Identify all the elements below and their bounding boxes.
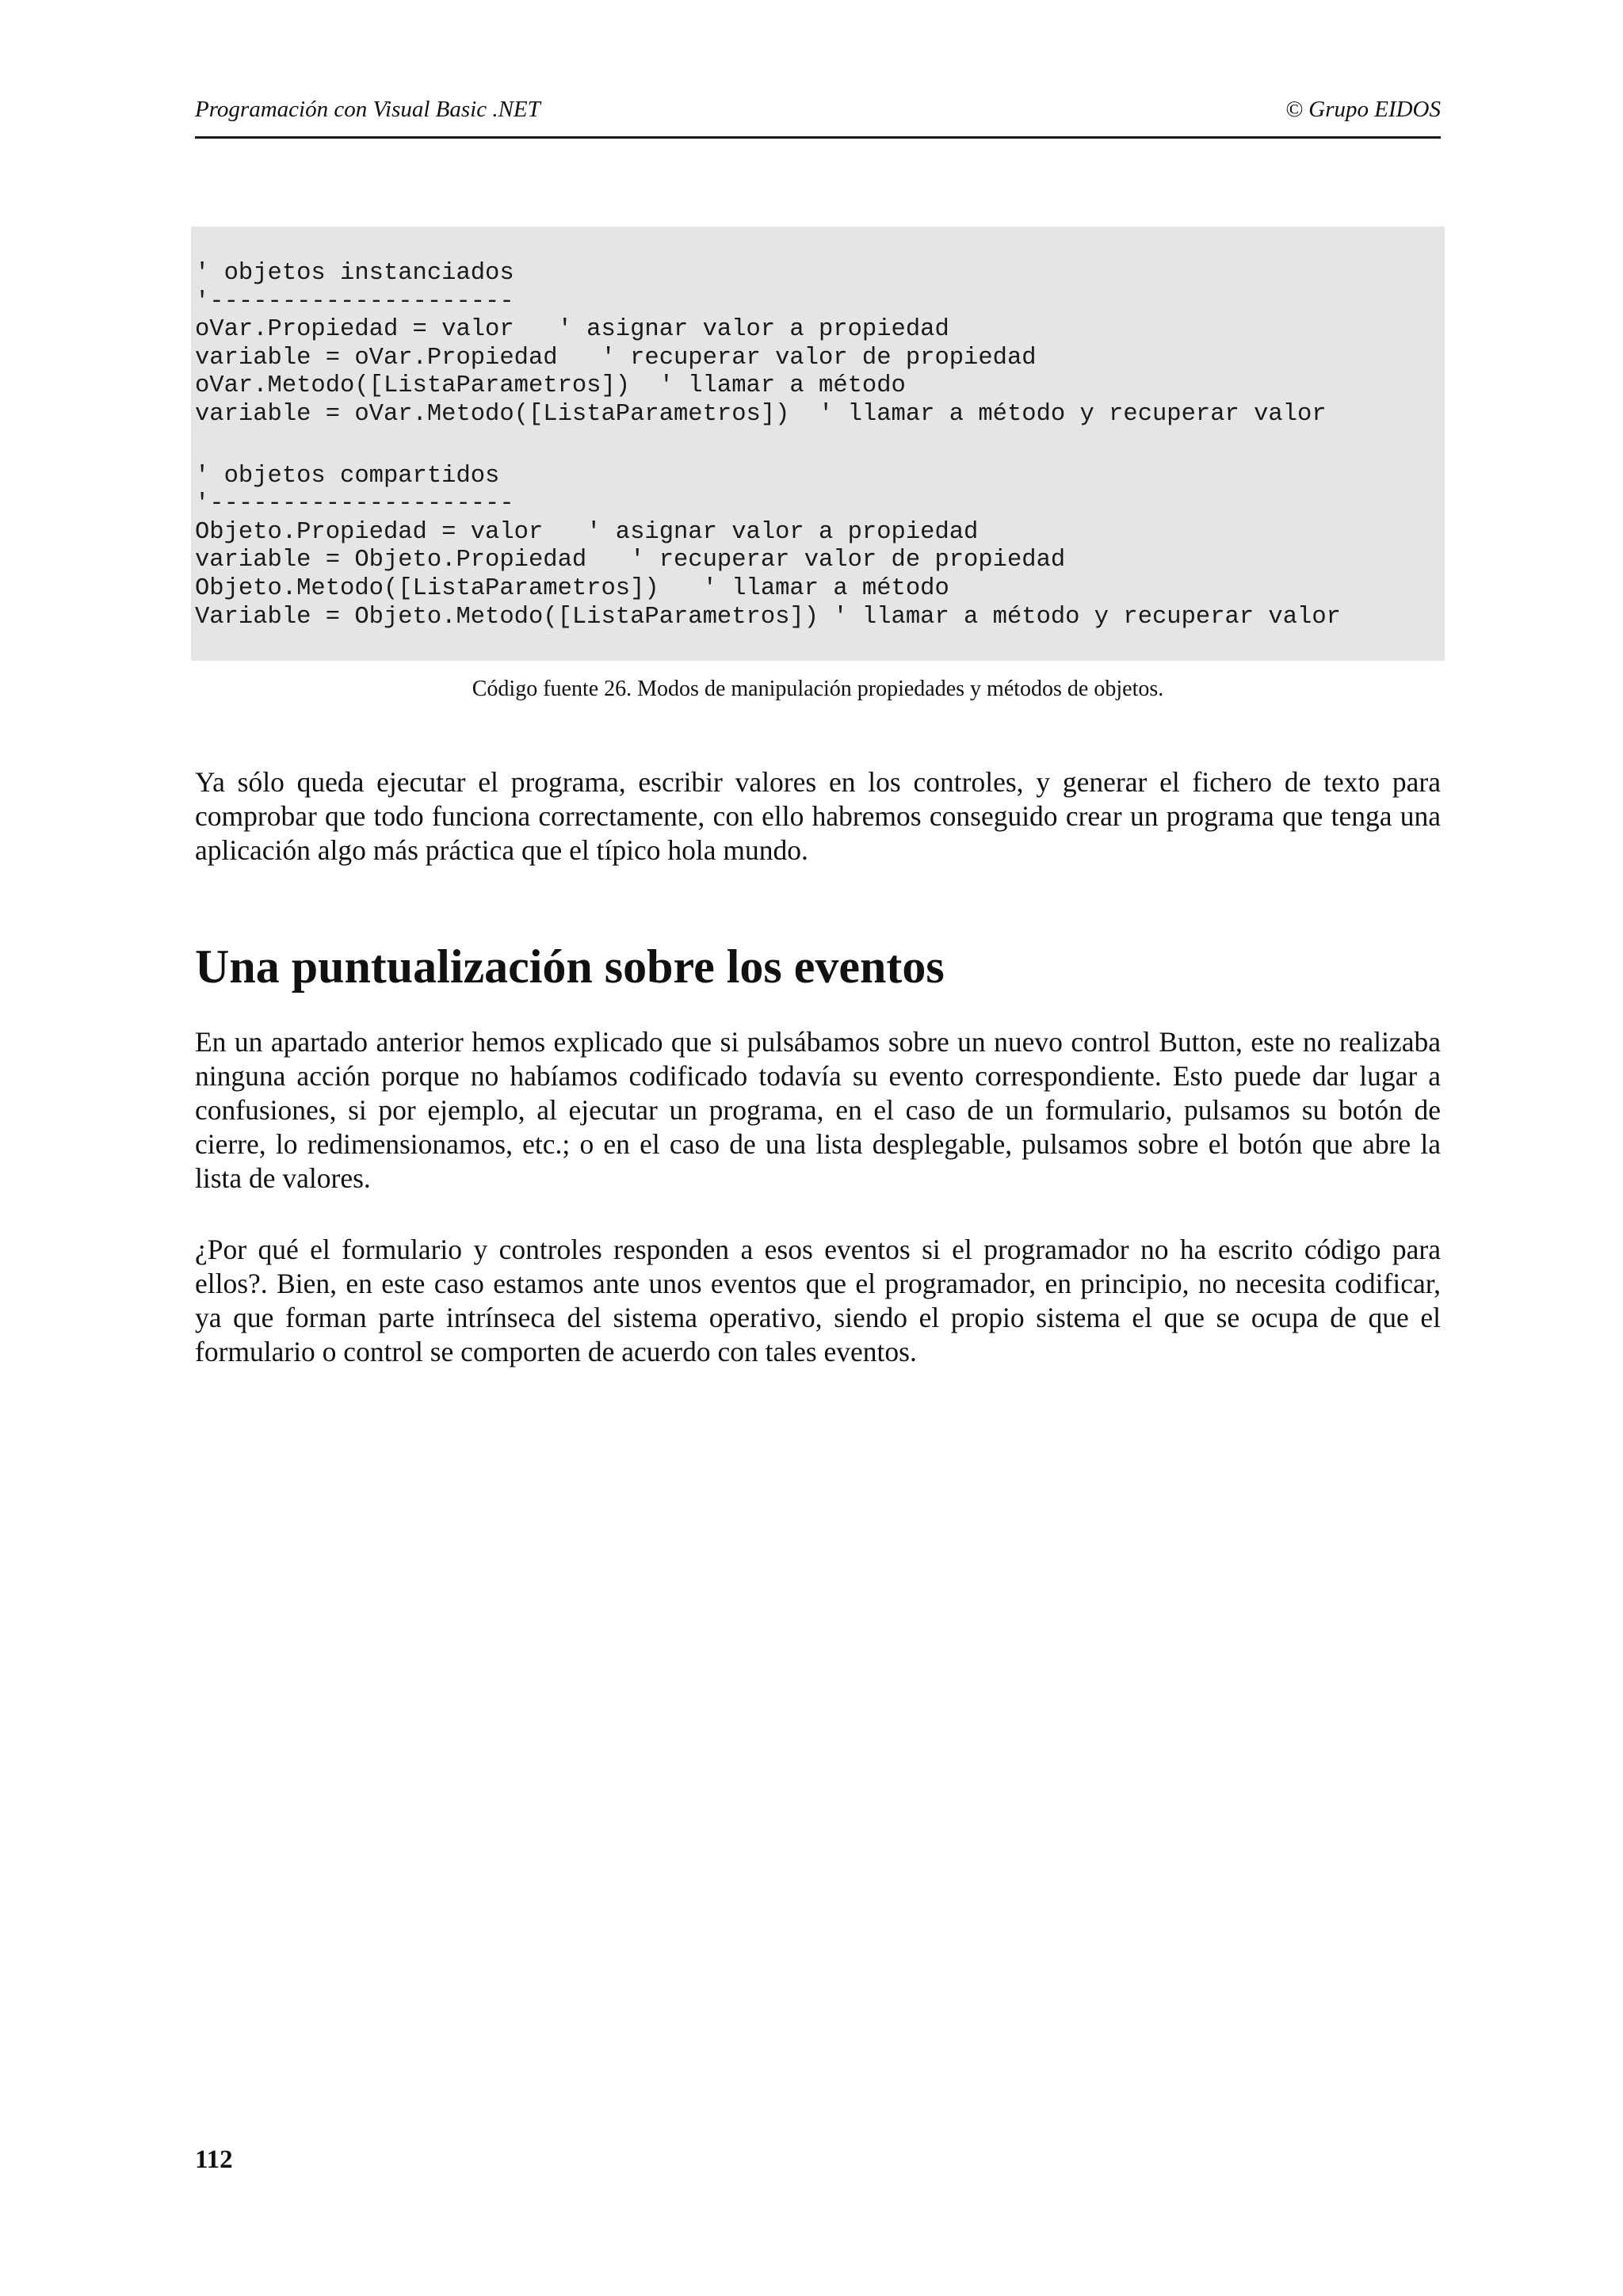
paragraph-system-events: ¿Por qué el formulario y controles responden a esos eventos si el programador no ha escrito código para ellos?. Bien, en este caso estamos ante unos eventos que el programador, en principio, no necesita codificar, ya que forman parte intrínseca del sistema operativo, siendo el propio sistema el que se ocupa de que el formulario o control se comporten de acuerdo con tales eventos. [195, 1234, 1441, 1367]
code-line: ' objetos instanciados [195, 260, 514, 287]
page-number: 112 [195, 2145, 233, 2174]
code-group-instanced [195, 260, 1445, 429]
paragraph-button-events: En un apartado anterior hemos explicado que si pulsábamos sobre un nuevo control Button, este no realizaba ninguna acción porque no habíamos codificado todavía su evento correspondiente. Esto puede dar lugar a confusiones, si por ejemplo, al ejecutar un programa, en el caso de un formulario, pulsamos su botón de cierre, lo redimensionamos, etc.; o en el caso de una lista desplegable, pulsamos sobre el botón que abre la lista de valores. [195, 1026, 1441, 1194]
code-line: Variable = Objeto.Metodo([ListaParametros]) ' llamar a método y recuperar valor [195, 603, 1341, 631]
code-listing [191, 227, 1445, 661]
code-line: '--------------------- [195, 288, 514, 315]
code-line: variable = oVar.Metodo([ListaParametros]) ' llamar a método y recuperar valor [195, 400, 1327, 428]
code-line: ' objetos compartidos [195, 462, 500, 490]
code-line: Objeto.Metodo([ListaParametros]) ' llamar a método [195, 574, 949, 602]
code-line: variable = Objeto.Propiedad ' recuperar valor de propiedad [195, 547, 1066, 574]
code-line: variable = oVar.Propiedad ' recuperar valor de propiedad [195, 344, 1037, 372]
code-line: Objeto.Propiedad = valor ' asignar valor a propiedad [195, 518, 979, 546]
page-header [195, 97, 1441, 139]
paragraph-run-program: Ya sólo queda ejecutar el programa, escribir valores en los controles, y generar el fichero de texto para comprobar que todo funciona correctamente, con ello habremos conseguido crear un programa que tenga una aplicación algo más práctica que el típico hola mundo. [195, 766, 1441, 866]
code-caption: Código fuente 26. Modos de manipulación propiedades y métodos de objetos. [472, 677, 1164, 701]
code-line: '--------------------- [195, 490, 514, 518]
header-book-title: Programación con Visual Basic .NET [195, 97, 540, 122]
section-heading: Una puntualización sobre los eventos [195, 940, 945, 993]
code-line: oVar.Propiedad = valor ' asignar valor a propiedad [195, 316, 949, 344]
code-line: oVar.Metodo([ListaParametros]) ' llamar a método [195, 372, 906, 400]
code-group-shared [195, 463, 1445, 632]
header-publisher: © Grupo EIDOS [1285, 97, 1441, 122]
